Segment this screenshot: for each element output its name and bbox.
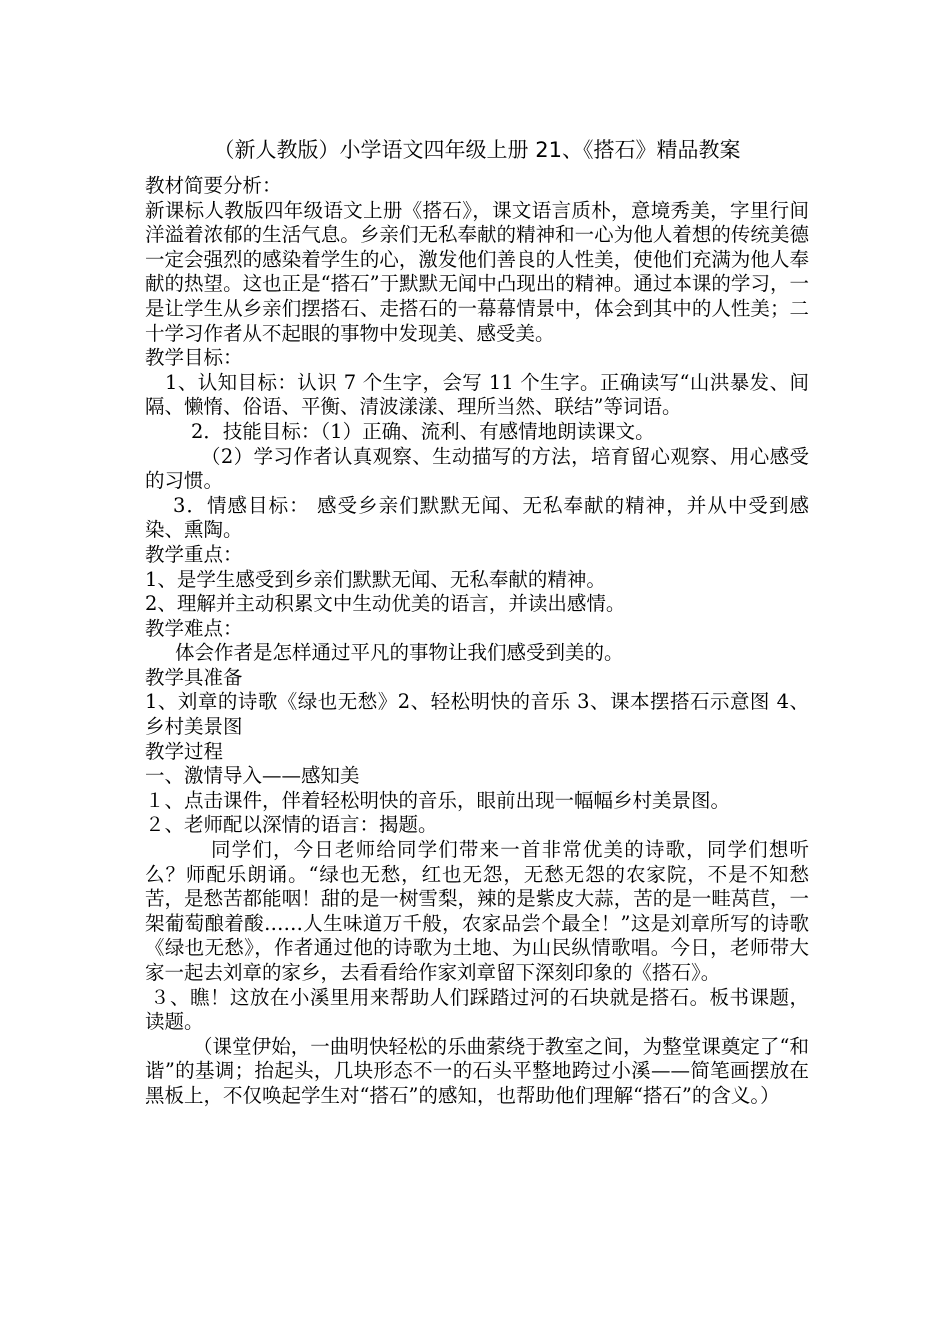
paragraph-key-point-2: 2、理解并主动积累文中生动优美的语言，并读出感情。 — [145, 592, 626, 616]
paragraph-goal-emotion: 3．情感目标： 感受乡亲们默默无闻、无私奉献的精神，并从中受到感染、熏陶。 — [145, 493, 809, 542]
paragraph-key-point-1: 1、是学生感受到乡亲们默默无闻、无私奉献的精神。 — [145, 567, 606, 591]
paragraph-goal-skill: 2．技能目标：（1）正确、流利、有感情地朗读课文。 — [191, 419, 655, 443]
paragraph-goal-skill-2: （2）学习作者认真观察、生动描写的方法，培育留心观察、用心感受的习惯。 — [145, 444, 809, 493]
heading-section-one: 一、激情导入——感知美 — [145, 764, 360, 788]
heading-material-analysis: 教材简要分析： — [145, 174, 282, 197]
paragraph-poem-intro: 同学们，今日老师给同学们带来一首非常优美的诗歌，同学们想听么？师配乐朗诵。“绿也无愁，红也无怨，无愁无怨的农家院，不是不知愁苦，是愁苦都能咽！甜的是一树雪梨，辣的是紫皮大蒜，苦的是一畦莴苣，一架葡萄酿着酸……人生味道万千般，农家品尝个最全！”这是刘章所写的诗歌《绿也无愁》，作者通过他的诗歌为土地、为山民纵情歌唱。今日，老师带大家一起去刘章的家乡，去看看给作家刘章留下深刻印象的《搭石》。 — [145, 838, 809, 984]
document-title: （新人教版）小学语文四年级上册 21、《搭石》精品教案 — [213, 138, 741, 162]
paragraph-materials: 1、刘章的诗歌《绿也无愁》2、轻松明快的音乐 3、课本摆搭石示意图 4、乡村美景图 — [145, 690, 809, 739]
paragraph-step-1: １、点击课件，伴着轻松明快的音乐，眼前出现一幅幅乡村美景图。 — [145, 788, 731, 812]
paragraph-material-analysis: 新课标人教版四年级语文上册《搭石》，课文语言质朴，意境秀美，字里行间洋溢着浓郁的生活气息。乡亲们无私奉献的精神和一心为他人着想的传统美德一定会强烈的感染着学生的心，激发他们善良的人性美，使他们充满为他人奉献的热望。这也正是“搭石”于默默无闻中凸现出的精神。通过本课的学习，一是让学生从乡亲们摆搭石、走搭石的一幕幕情景中，体会到其中的人性美；二十学习作者从不起眼的事物中发现美、感受美。 — [145, 198, 809, 345]
paragraph-design-note: （课堂伊始，一曲明快轻松的乐曲萦绕于教室之间，为整堂课奠定了“和谐”的基调；抬起头，几块形态不一的石头平整地跨过小溪——简笔画摆放在黑板上，不仅唤起学生对“搭石”的感知，也帮助他们理解“搭石”的含义。） — [145, 1034, 809, 1107]
heading-teaching-goals: 教学目标： — [145, 346, 243, 370]
paragraph-step-2: ２、老师配以深情的语言：揭题。 — [145, 813, 438, 837]
heading-key-points: 教学重点： — [145, 542, 243, 566]
paragraph-difficulty: 体会作者是怎样通过平凡的事物让我们感受到美的。 — [175, 641, 624, 665]
paragraph-step-3: ３、瞧！这放在小溪里用来帮助人们踩踏过河的石块就是搭石。板书课题，读题。 — [145, 985, 809, 1034]
heading-materials: 教学具准备 — [145, 665, 243, 689]
heading-teaching-process: 教学过程 — [145, 739, 224, 763]
document-page — [145, 134, 809, 1109]
heading-difficulties: 教学难点： — [145, 616, 243, 640]
paragraph-goal-cognitive: 1、认知目标：认识 7 个生字，会写 11 个生字。正确读写“山洪暴发、间隔、懒惰、俗语、平衡、清波漾漾、理所当然、联结”等词语。 — [145, 370, 809, 419]
